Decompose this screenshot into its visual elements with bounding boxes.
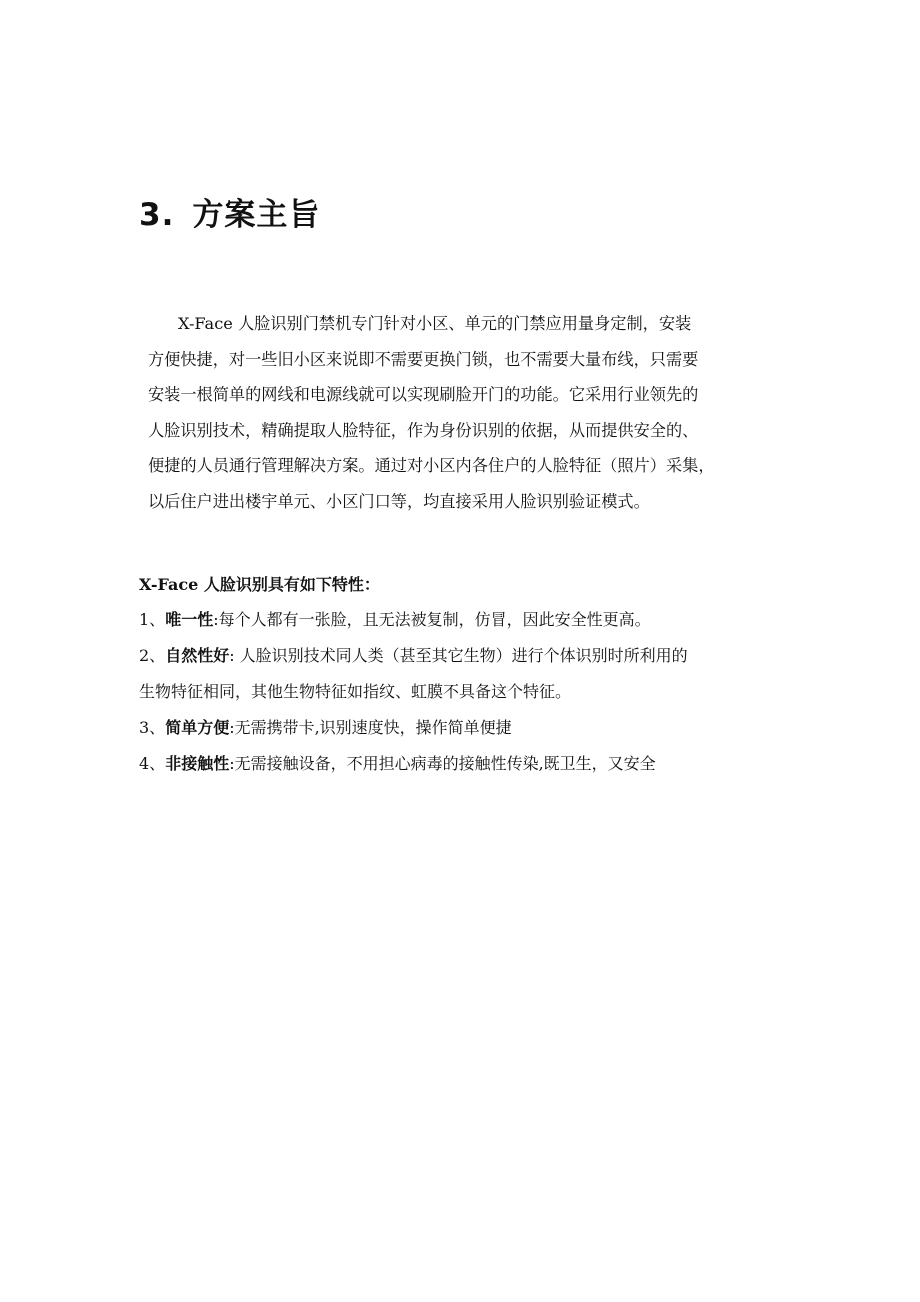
feature-text: :无需接触设备，不用担心病毒的接触性传染,既卫生，又安全 — [229, 754, 656, 773]
feature-text: :每个人都有一张脸，且无法被复制，仿冒，因此安全性更高。 — [213, 610, 651, 629]
intro-line: 安装一根简单的网线和电源线就可以实现刷脸开门的功能。它采用行业领先的 — [148, 385, 699, 405]
intro-line: 以后住户进出楼宇单元、小区门口等，均直接采用人脸识别验证模式。 — [148, 491, 650, 511]
intro-line: 便捷的人员通行管理解决方案。通过对小区内各住户的人脸特征（照片）采集， — [148, 456, 715, 476]
feature-item — [139, 746, 799, 782]
feature-text: : 人脸识别技术同人类（甚至其它生物）进行个体识别时所利用的 — [229, 646, 688, 665]
feature-number: 2、 — [139, 646, 166, 665]
feature-term: 简单方便 — [165, 718, 230, 737]
feature-item — [139, 638, 799, 710]
feature-text-continuation: 生物特征相同，其他生物特征如指纹、虹膜不具备这个特征。 — [139, 682, 572, 701]
feature-term: 自然性好 — [165, 646, 230, 665]
intro-line: 方便快捷，对一些旧小区来说即不需要更换门锁，也不需要大量布线，只需要 — [148, 349, 699, 369]
feature-text: :无需携带卡,识别速度快，操作简单便捷 — [229, 718, 512, 737]
feature-item — [139, 710, 799, 746]
section-title-text: 方案主旨 — [192, 197, 321, 233]
section-title — [139, 193, 320, 237]
features-heading: X-Face 人脸识别具有如下特性： — [139, 575, 380, 594]
features-section — [139, 568, 799, 782]
section-number: 3. — [139, 197, 175, 233]
feature-item — [139, 602, 799, 638]
feature-number: 3、 — [139, 718, 166, 737]
intro-line: 人脸识别技术，精确提取人脸特征，作为身份识别的依据，从而提供安全的、 — [148, 420, 699, 440]
feature-number: 1、 — [139, 610, 166, 629]
intro-line: X-Face 人脸识别门禁机专门针对小区、单元的门禁应用量身定制，安装 — [178, 314, 692, 333]
feature-term: 非接触性 — [165, 754, 230, 773]
feature-number: 4、 — [139, 754, 166, 773]
feature-term: 唯一性 — [165, 610, 214, 629]
intro-paragraph — [148, 306, 798, 520]
